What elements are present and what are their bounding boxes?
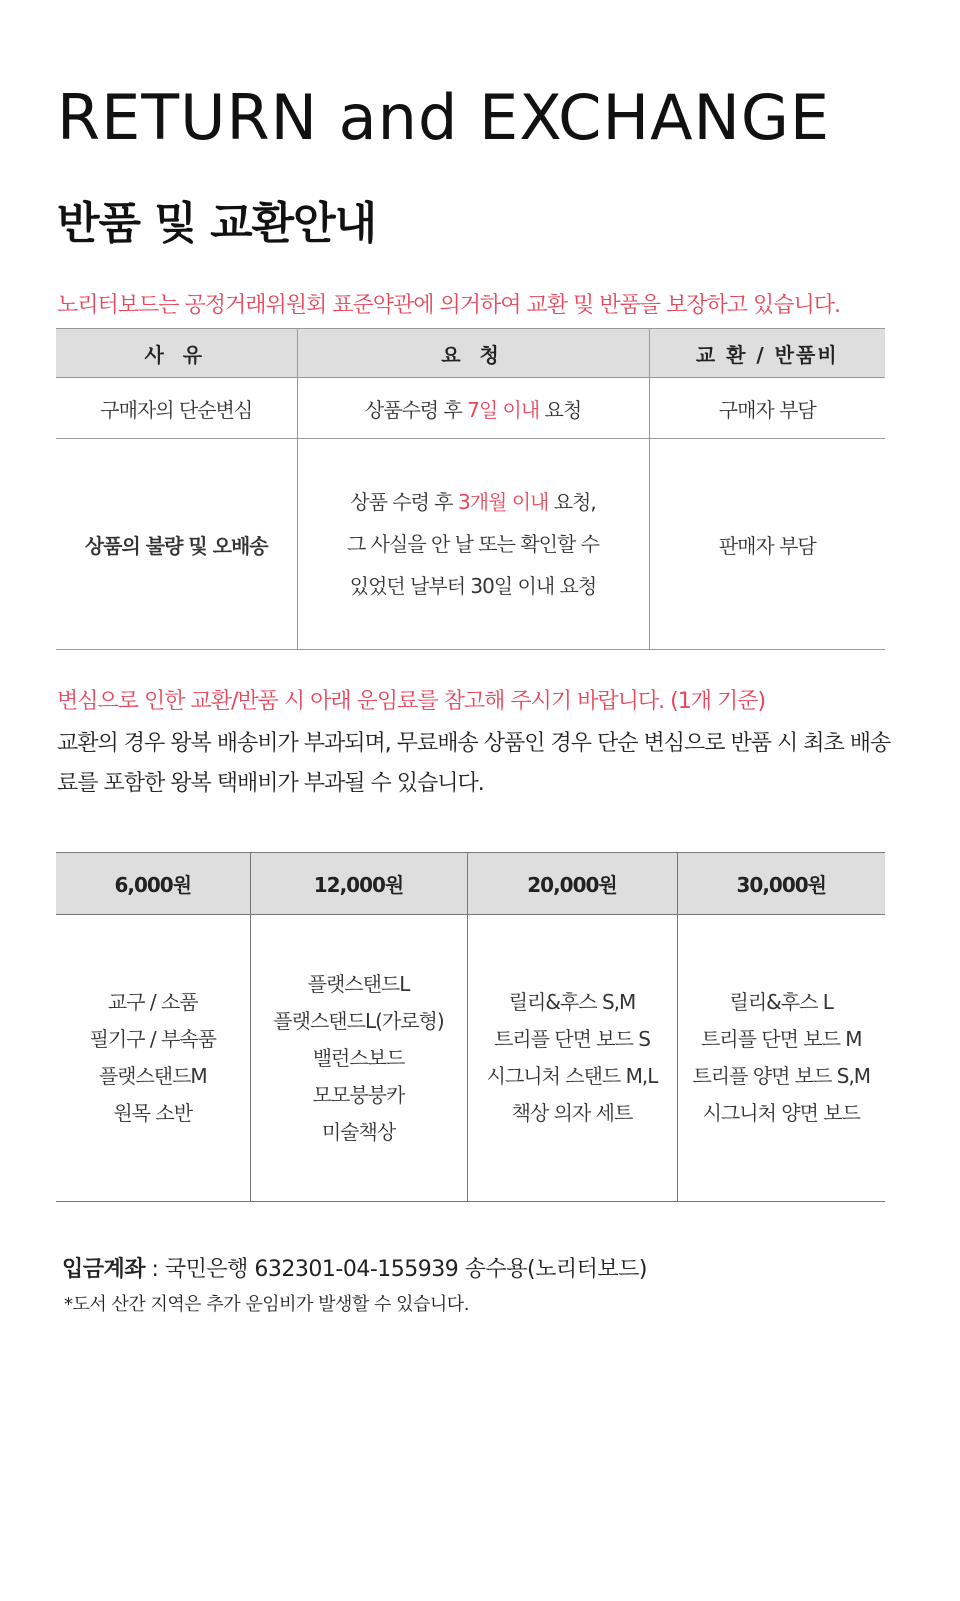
shipping-notice-body: 교환의 경우 왕복 배송비가 부과되며, 무료배송 상품인 경우 단순 변심으로 반품 시 최초 배송료를 포함한 왕복 택배비가 부과될 수 있습니다.: [57, 731, 891, 796]
list-item: 플랫스탠드L(가로형): [273, 1008, 444, 1033]
list-item: 필기구 / 부속품: [89, 1027, 216, 1051]
table-row: [56, 439, 885, 650]
list-item: 교구 / 소품: [107, 990, 198, 1014]
price-header: 6,000원: [56, 853, 250, 915]
fee-cell: 구매자 부담: [649, 378, 885, 439]
request-text: 상품수령 후: [364, 397, 468, 422]
table-row: [56, 915, 885, 1202]
request-text: 요청: [539, 397, 582, 422]
page-title-korean: 반품 및 교환안내: [57, 198, 377, 249]
price-header: 20,000원: [467, 853, 677, 915]
list-item: 원목 소반: [113, 1101, 193, 1125]
item-list-cell: [677, 915, 885, 1202]
request-line: 그 사실을 안 날 또는 확인할 수: [347, 532, 599, 556]
reason-cell: 구매자의 단순변심: [56, 378, 297, 439]
list-item: 트리플 단면 보드 S: [493, 1027, 650, 1051]
header-request: 요 청: [297, 329, 649, 378]
request-text: 상품 수령 후: [350, 490, 458, 514]
price-header: 30,000원: [677, 853, 885, 915]
table-row: [56, 378, 885, 439]
shipping-notice-highlight: 변심으로 인한 교환/반품 시 아래 운임료를 참고해 주시기 바랍니다. (1개 기준): [57, 689, 766, 714]
bank-account: [62, 1252, 647, 1283]
request-cell: [297, 378, 649, 439]
list-item: 미술책상: [321, 1119, 396, 1144]
policy-notice: 노리터보드는 공정거래위원회 표준약관에 의거하여 교환 및 반품을 보장하고 있습니다.: [57, 293, 841, 318]
list-item: 플랫스탠드M: [98, 1064, 207, 1088]
list-item: 플랫스탠드L: [307, 971, 410, 996]
list-item: 밸런스보드: [312, 1045, 405, 1070]
page-title-english: RETURN and EXCHANGE: [57, 81, 831, 154]
bank-account-separator: :: [145, 1257, 165, 1282]
list-item: 모모붕붕카: [312, 1082, 405, 1107]
list-item: 트리플 단면 보드 M: [700, 1027, 862, 1051]
request-line: 있었던 날부터 30일 이내 요청: [349, 574, 597, 598]
footnote: *도서 산간 지역은 추가 운임비가 발생할 수 있습니다.: [64, 1294, 469, 1315]
item-list-cell: [56, 915, 250, 1202]
bank-account-label: 입금계좌: [62, 1257, 146, 1282]
list-item: 릴리&후스 L: [729, 990, 833, 1014]
request-line: [298, 481, 649, 523]
list-item: 릴리&후스 S,M: [508, 990, 636, 1014]
list-item: 시그니처 양면 보드: [702, 1101, 860, 1125]
list-item: 시그니처 스탠드 M,L: [486, 1064, 658, 1088]
list-item: 트리플 양면 보드 S,M: [692, 1064, 871, 1088]
request-deadline: 3개월 이내: [457, 490, 549, 514]
list-item: 책상 의자 세트: [511, 1101, 633, 1125]
shipping-fee-table: [56, 852, 885, 1202]
item-list-cell: [467, 915, 677, 1202]
request-cell: [297, 439, 649, 650]
return-policy-table: [56, 328, 885, 650]
fee-cell: 판매자 부담: [649, 439, 885, 650]
price-header: 12,000원: [250, 853, 467, 915]
header-reason: 사 유: [56, 329, 297, 378]
bank-account-value: 국민은행 632301-04-155939 송수용(노리터보드): [164, 1257, 647, 1282]
reason-cell: 상품의 불량 및 오배송: [56, 439, 297, 650]
header-fee: 교 환 / 반품비: [649, 329, 885, 378]
request-text: 요청,: [548, 490, 596, 514]
request-deadline: 7일 이내: [467, 397, 540, 422]
item-list-cell: [250, 915, 467, 1202]
